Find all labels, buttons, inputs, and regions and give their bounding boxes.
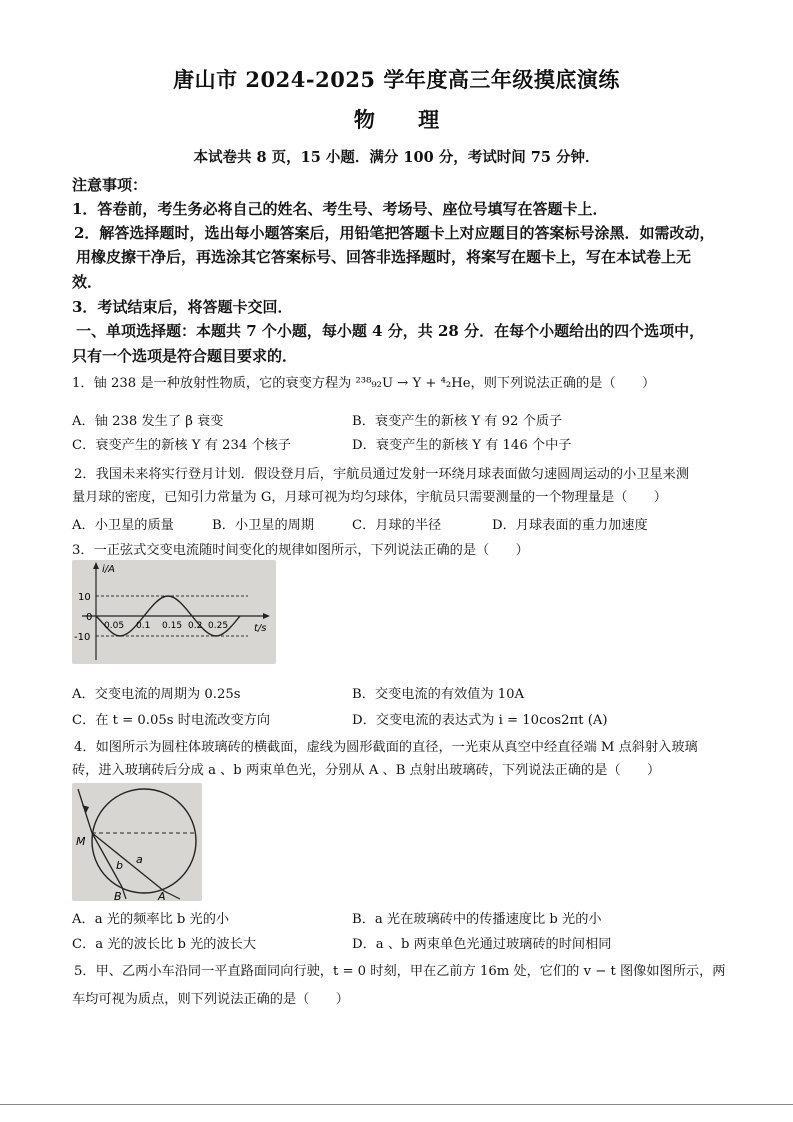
q4-option-a: A．a 光的频率比 b 光的小 [72,912,230,927]
q2-option-d: D．月球表面的重力加速度 [492,518,648,533]
glass-circle [92,789,196,893]
q1-option-d: D．衰变产生的新核 Y 有 146 个中子 [352,438,572,453]
label-M: M [76,835,86,848]
label-b: b [116,859,123,872]
q1-option-c: C．衰变产生的新核 Y 有 234 个核子 [72,438,291,453]
ray-a [92,833,164,891]
section-1-heading-2: 只有一个选项是符合题目要求的． [72,347,298,365]
note-1: 1．答卷前，考生务必将自己的姓名、考生号、考场号、座位号填写在答题卡上． [72,200,608,218]
label-a: a [136,853,143,866]
note-2-line-1: 2．解答选择题时，选出每小题答案后，用铅笔把答题卡上对应题目的答案标号涂黑．如需改动， [74,224,715,242]
y-tick-neg10: -10 [74,632,91,643]
subject-title: 物 理 [353,107,458,132]
incident-arrow [82,805,89,813]
label-A: A [158,890,166,901]
y-tick-10: 10 [78,592,91,603]
q2-stem-1: 2．我国未来将实行登月计划．假设登月后，宇航员通过发射一环绕月球表面做匀速圆周运动的小卫星来测 [74,467,690,482]
x-tick-0.15: 0.15 [162,621,183,631]
x-tick-0.1: 0.1 [136,621,151,631]
exam-info: 本试卷共 8 页，15 小题．满分 100 分，考试时间 75 分钟． [193,149,600,166]
exam-title: 唐山市 2024-2025 学年度高三年级摸底演练 [173,67,620,92]
q4-stem-2: 砖，进入玻璃砖后分成 a 、b 两束单色光，分别从 A 、B 点射出玻璃砖，下列说法正确的是（ ） [72,763,661,778]
exit-ray-a [164,891,180,899]
q2-option-a: A．小卫星的质量 [72,518,174,533]
q2-stem-2: 量月球的密度，已知引力常量为 G，月球可视为均匀球体，宇航员只需要测量的一个物理量是（ ） [72,490,667,505]
y-axis-arrow [93,562,99,569]
x-axis-label: t/s [254,623,267,634]
q1-stem: 1．铀 238 是一种放射性物质，它的衰变方程为 ²³⁸₉₂U → Y + ⁴₂He，则下列说法正确的是（ ） [72,376,656,391]
q4-stem-1: 4．如图所示为圆柱体玻璃砖的横截面，虚线为圆形截面的直径，一光束从真空中经直径端 M 点斜射入玻璃 [74,740,698,755]
page-bottom-rule [0,1104,793,1105]
x-axis-arrow [263,613,270,619]
y-axis-label: i/A [102,564,115,575]
notes-heading: 注意事项： [72,176,148,194]
q4-glass-figure [72,783,202,901]
q4-option-b: B．a 光在玻璃砖中的传播速度比 b 光的小 [352,912,602,927]
label-B: B [114,890,122,901]
q3-option-d: D．交变电流的表达式为 i = 10cos2πt (A) [352,713,608,728]
q5-stem-2: 车均可视为质点，则下列说法正确的是（ ） [72,992,349,1007]
q3-option-c: C．在 t = 0.05s 时电流改变方向 [72,713,271,728]
q1-option-b: B．衰变产生的新核 Y 有 92 个质子 [352,414,563,429]
q2-option-b: B．小卫星的周期 [212,518,315,533]
x-tick-0.05: 0.05 [104,621,125,631]
x-tick-0.25: 0.25 [208,621,229,631]
q4-option-c: C．a 光的波长比 b 光的波长大 [72,937,257,952]
q4-option-d: D．a 、b 两束单色光通过玻璃砖的时间相同 [352,937,612,952]
q1-option-a: A．铀 238 发生了 β 衰变 [72,414,224,429]
section-1-heading: 一、单项选择题：本题共 7 个小题，每小题 4 分，共 28 分．在每个小题给出的四个选项中， [76,322,705,340]
note-2-line-3: 效． [72,273,103,291]
note-3: 3．考试结束后，将答题卡交回． [72,298,293,316]
note-2-line-2: 用橡皮擦干净后，再选涂其它答案标号、回答非选择题时，将案写在题卡上，写在本试卷上无 [76,248,692,266]
q2-option-c: C．月球的半径 [352,518,442,533]
q3-option-a: A．交变电流的周期为 0.25s [72,687,241,702]
q3-option-b: B．交变电流的有效值为 10A [352,687,525,702]
q3-stem: 3．一正弦式交变电流随时间变化的规律如图所示，下列说法正确的是（ ） [72,543,529,558]
q5-stem-1: 5．甲、乙两小车沿同一平直路面同向行驶，t = 0 时刻，甲在乙前方 16m 处，它们的 v − t 图像如图所示，两 [74,964,726,979]
q3-current-graph [72,560,276,664]
y-tick-0: 0 [86,612,93,623]
x-tick-0.2: 0.2 [188,621,203,631]
